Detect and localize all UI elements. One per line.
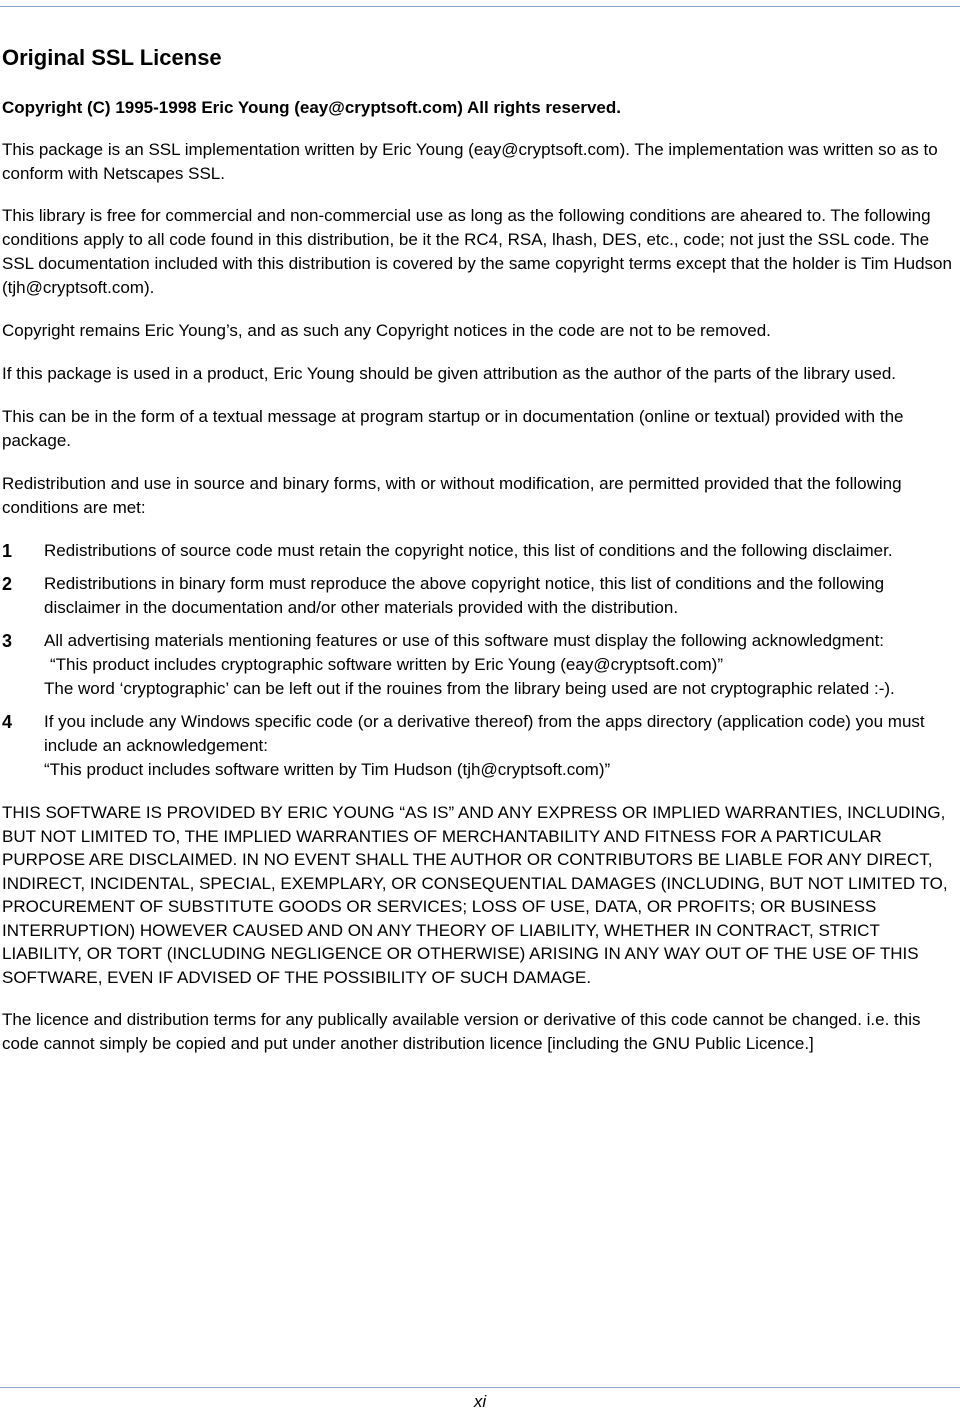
list-item [2, 572, 957, 620]
closing-paragraph: The licence and distribution terms for any publically available version or derivative of this code cannot be changed. i.e. this code cannot simply be copied and put under another distribution licence [including the GNU Public Licence.] [2, 1010, 921, 1053]
list-item-text [44, 572, 957, 620]
warranty-disclaimer: THIS SOFTWARE IS PROVIDED BY ERIC YOUNG “AS IS” AND ANY EXPRESS OR IMPLIED WARRANTIES, INCLUDING, BUT NOT LIMITED TO, THE IMPLIED WARRANTIES OF MERCHANTABILITY AND FITNESS FOR A PARTICULAR PURPOSE ARE DISCLAIMED. IN NO EVENT SHALL THE AUTHOR OR CONTRIBUTORS BE LIABLE FOR ANY DIRECT, INDIRECT, INCIDENTAL, SPECIAL, EXEMPLARY, OR CONSEQUENTIAL DAMAGES (INCLUDING, BUT NOT LIMITED TO, PROCUREMENT OF SUBSTITUTE GOODS OR SERVICES; LOSS OF USE, DATA, OR PROFITS; OR BUSINESS INTERRUPTION) HOWEVER CAUSED AND ON ANY THEORY OF LIABILITY, WHETHER IN CONTRACT, STRICT LIABILITY, OR TORT (INCLUDING NEGLIGENCE OR OTHERWISE) ARISING IN ANY WAY OUT OF THE USE OF THIS SOFTWARE, EVEN IF ADVISED OF THE POSSIBILITY OF SUCH DAMAGE. [2, 803, 948, 987]
acknowledgment-quote: “This product includes cryptographic software written by Eric Young (eay@cryptsoft.com)” [50, 655, 723, 674]
list-item-number: 1 [2, 541, 13, 561]
list-item-line: Redistributions in binary form must reproduce the above copyright notice, this list of conditions and the following disclaimer in the documentation and/or other materials provided with the distribution. [44, 574, 885, 617]
copyright-notice-paragraph: Copyright remains Eric Young’s, and as such any Copyright notices in the code are not to be removed. [2, 321, 771, 340]
copyright-line: Copyright (C) 1995-1998 Eric Young (eay@cryptsoft.com) All rights reserved. [2, 98, 621, 117]
acknowledgement-quote: “This product includes software written by Tim Hudson (tjh@cryptsoft.com)” [44, 760, 611, 779]
list-item-line: Redistributions of source code must retain the copyright notice, this list of conditions and the following disclaimer. [44, 541, 893, 560]
list-item [2, 710, 957, 782]
list-item-number: 4 [2, 712, 13, 732]
list-item [2, 629, 957, 701]
list-item-number: 3 [2, 631, 13, 651]
usage-paragraph: This library is free for commercial and non-commercial use as long as the following conditions are aheared to. The following conditions apply to all code found in this distribution, be it the RC4, RSA, lhash, DES, etc., code; not just the SSL code. The SSL documentation included with this distribution is covered by the same copyright terms except that the holder is Tim Hudson (tjh@cryptsoft.com). [2, 206, 952, 297]
attribution-form-paragraph: This can be in the form of a textual message at program startup or in documentation (online or textual) provided with the package. [2, 407, 904, 450]
license-document [2, 44, 957, 1075]
list-item-line: The word ‘cryptographic’ can be left out if the rouines from the library being used are not cryptographic related :-). [44, 679, 895, 698]
header-rule [0, 6, 960, 7]
page-number: xi [473, 1392, 487, 1411]
list-item-text [44, 710, 957, 782]
list-item-text [44, 539, 957, 563]
list-item-line: If you include any Windows specific code (or a derivative thereof) from the apps directory (application code) you must include an acknowledgement: [44, 712, 925, 755]
list-item [2, 539, 957, 563]
list-item-number: 2 [2, 574, 13, 594]
conditions-list [2, 539, 957, 782]
footer-rule [0, 1387, 960, 1388]
attribution-paragraph: If this package is used in a product, Eric Young should be given attribution as the author of the parts of the library used. [2, 364, 897, 383]
list-item-line: All advertising materials mentioning features or use of this software must display the following acknowledgment: [44, 631, 885, 650]
redistribution-paragraph: Redistribution and use in source and binary forms, with or without modification, are permitted provided that the following conditions are met: [2, 474, 902, 517]
list-item-text [44, 629, 957, 701]
document-title: Original SSL License [2, 45, 222, 70]
intro-paragraph: This package is an SSL implementation written by Eric Young (eay@cryptsoft.com). The implementation was written so as to conform with Netscapes SSL. [2, 140, 938, 183]
